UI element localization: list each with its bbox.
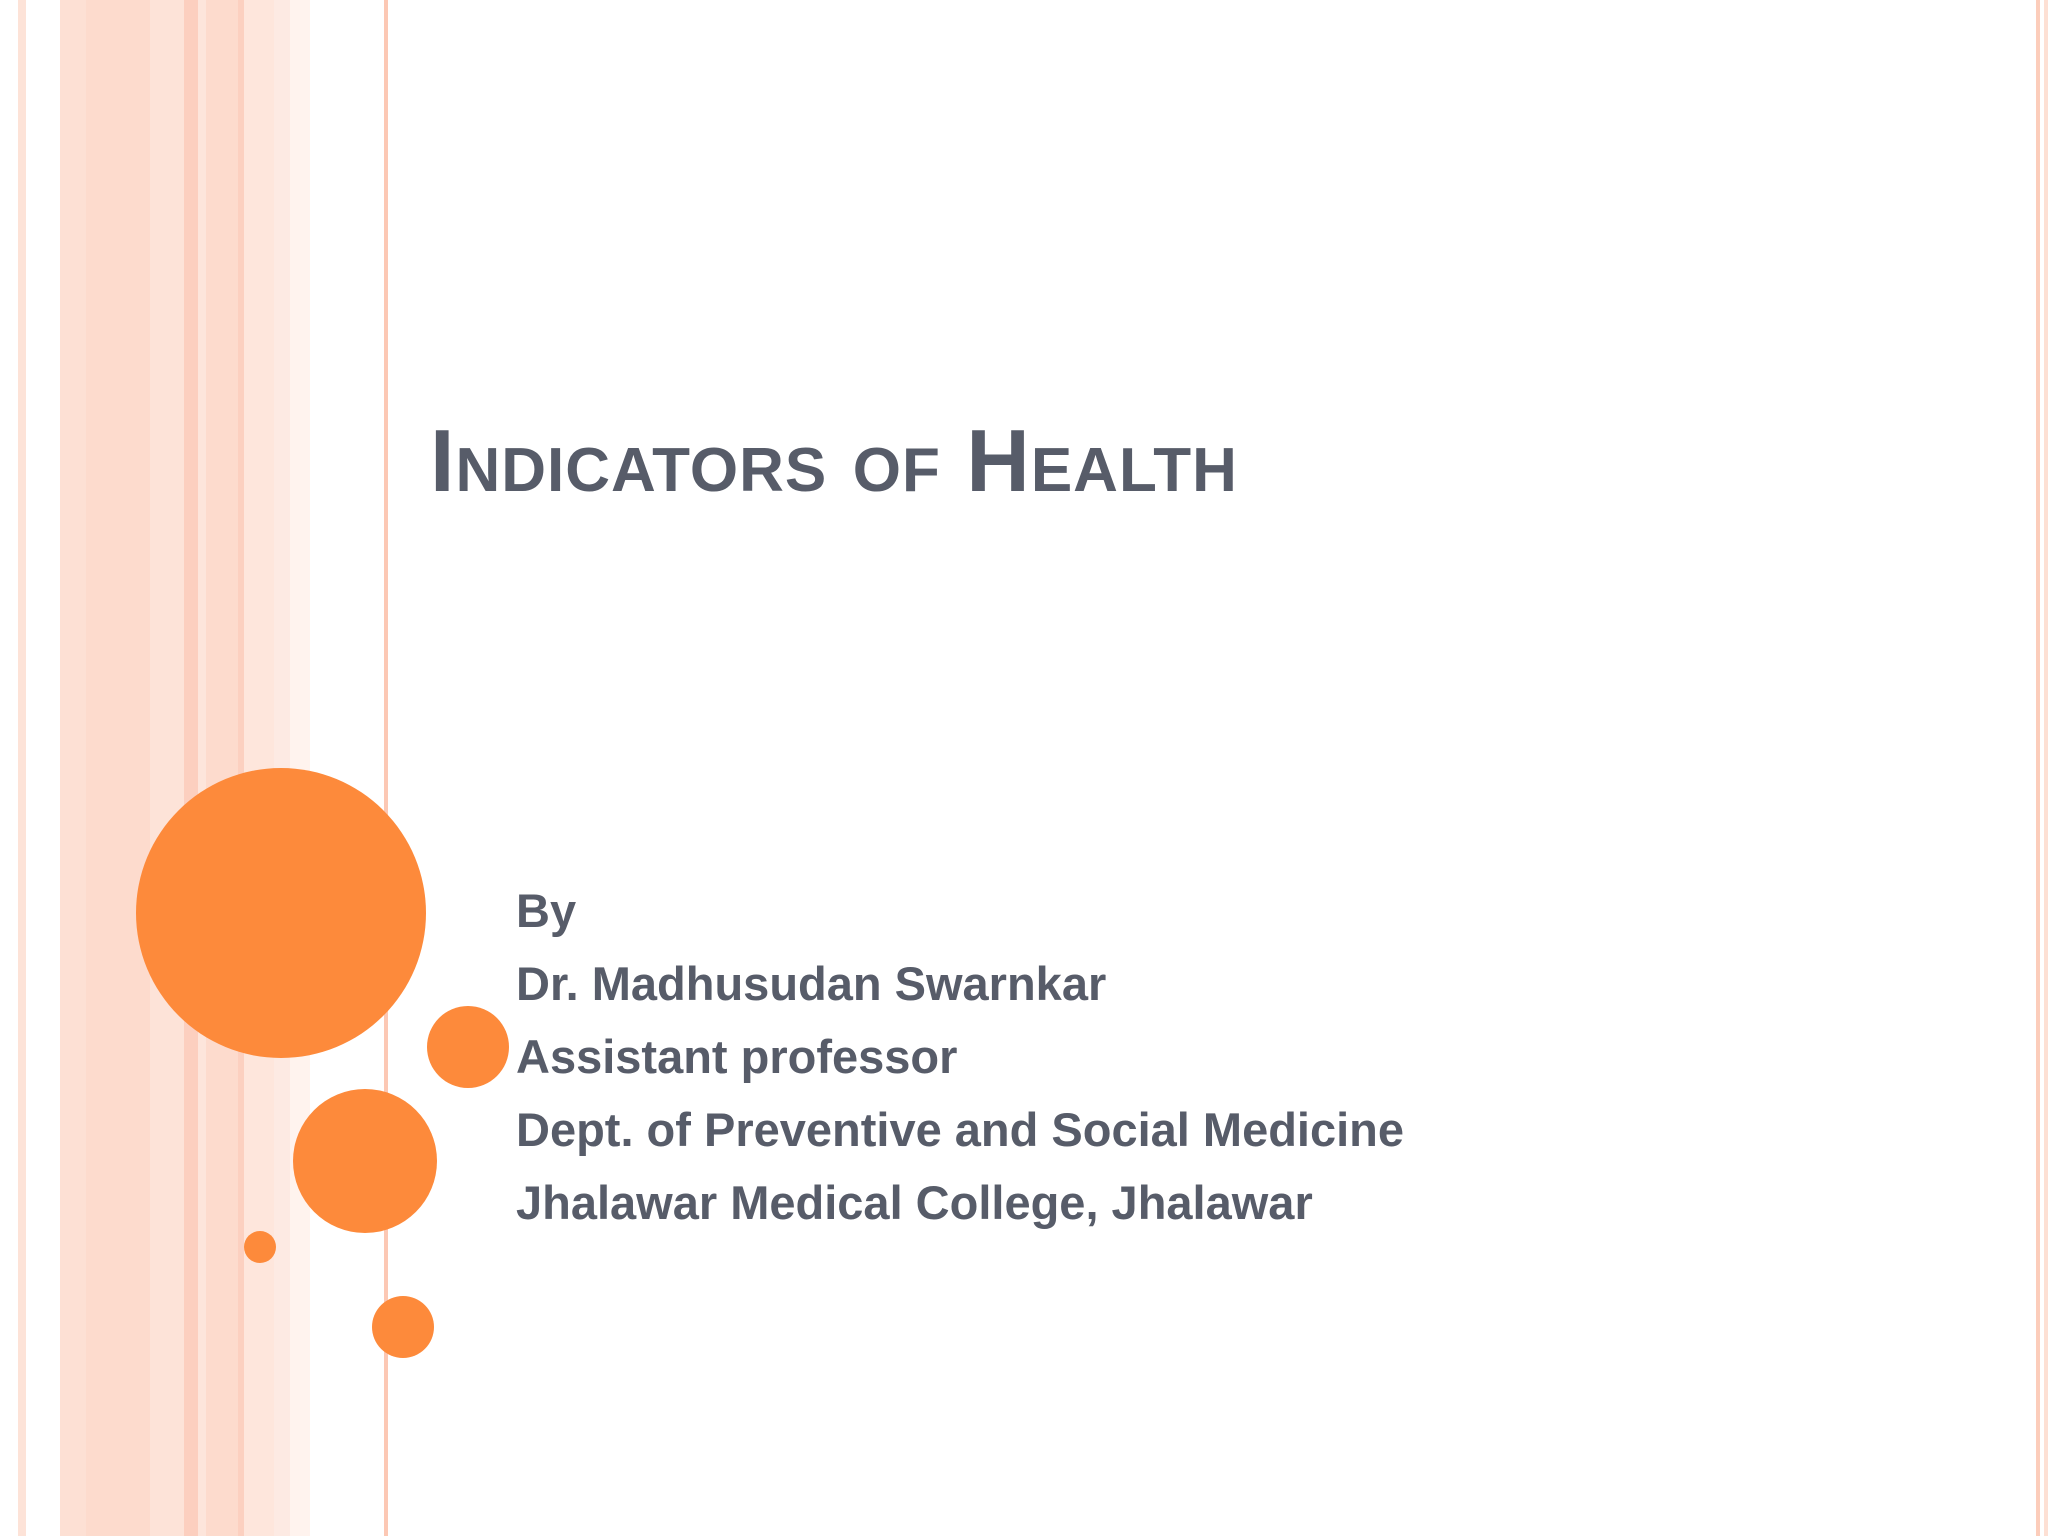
decorative-stripe: [18, 0, 26, 1536]
subtitle-line-author: Dr. Madhusudan Swarnkar: [516, 957, 1107, 1010]
subtitle-line-department: Dept. of Preventive and Social Medicine: [516, 1103, 1405, 1156]
right-border-line: [2036, 0, 2040, 1536]
slide-title: Indicators of Health: [430, 411, 1238, 510]
decorative-circle-large: [136, 768, 426, 1058]
decorative-circle-medium: [293, 1089, 437, 1233]
decorative-circle-tiny: [244, 1231, 276, 1263]
decorative-stripe: [198, 0, 206, 1536]
decorative-stripe: [36, 0, 50, 1536]
decorative-circle-small: [427, 1006, 509, 1088]
subtitle-line-institution: Jhalawar Medical College, Jhalawar: [516, 1176, 1313, 1229]
subtitle-line-by: By: [516, 884, 577, 937]
decorative-circle-small: [372, 1296, 434, 1358]
decorative-stripe: [206, 0, 240, 1536]
subtitle-line-position: Assistant professor: [516, 1030, 958, 1083]
decorative-stripe: [184, 0, 198, 1536]
slide-subtitle: [516, 874, 1404, 1239]
right-border-line: [2044, 0, 2048, 1536]
decorative-stripe: [60, 0, 86, 1536]
